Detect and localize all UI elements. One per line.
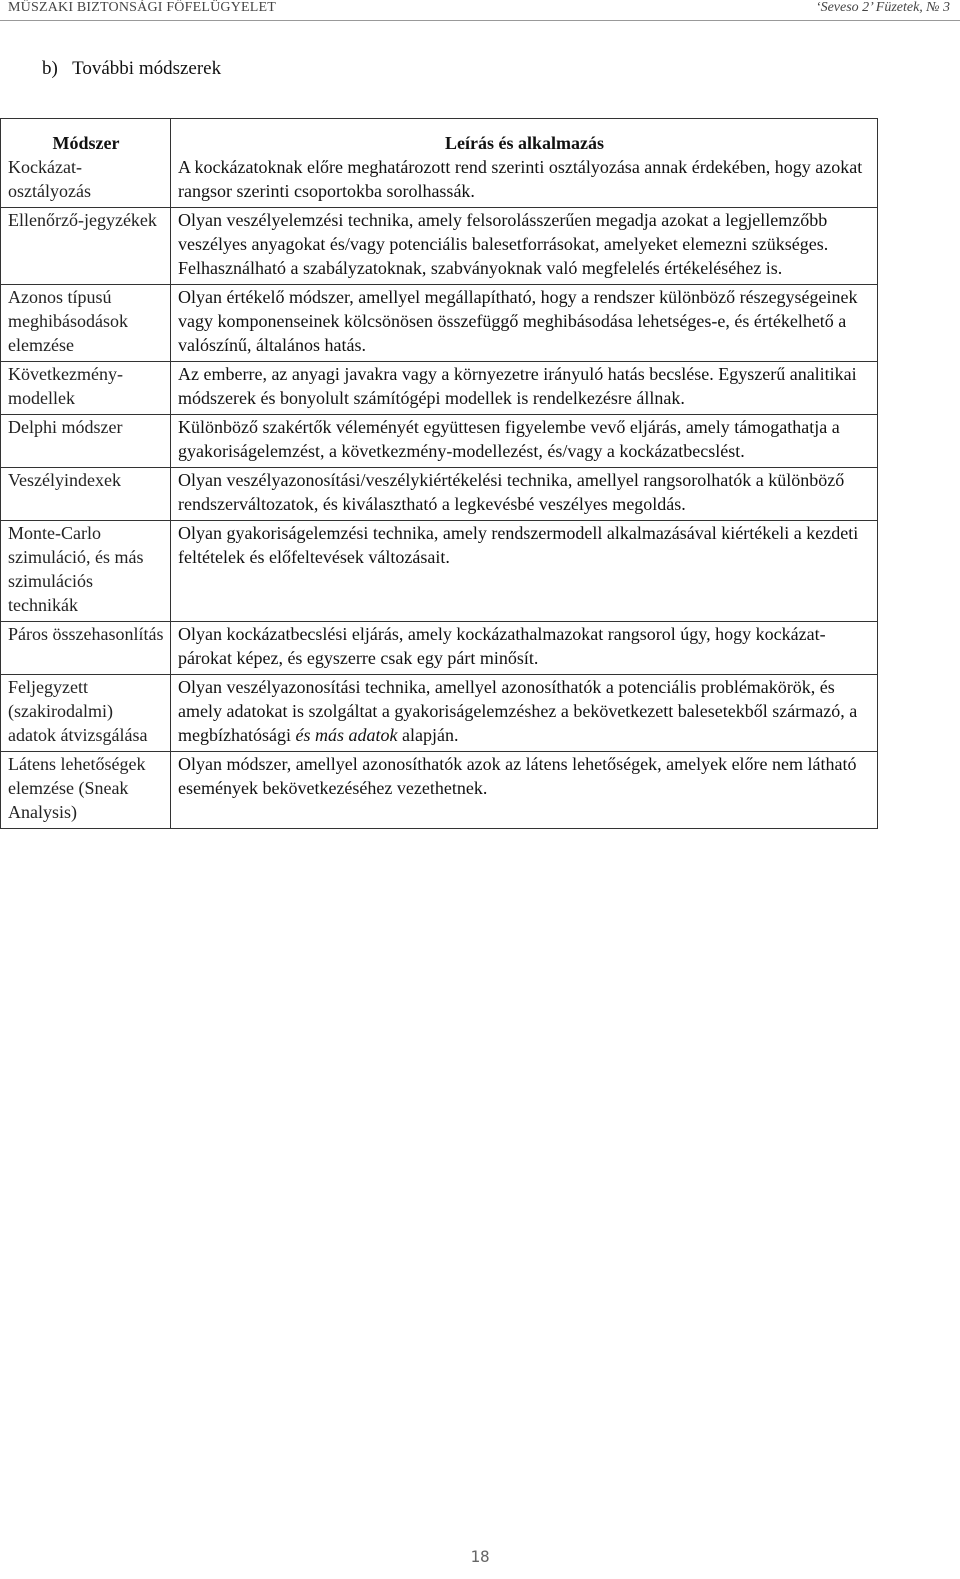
description-italic-text: és más adatok xyxy=(295,725,398,745)
method-name: Következmény-modellek xyxy=(1,362,171,415)
table-row xyxy=(1,362,878,415)
method-name: Delphi módszer xyxy=(1,415,171,468)
method-description: A kockázatoknak előre meghatározott rend szerinti osztályozása annak érdekében, hogy azokat rangsor szerinti csoportokba sorolhassák. xyxy=(171,155,878,208)
method-description: Olyan veszélyelemzési technika, amely felsorolásszerűen megadja azokat a legjellemzőbb veszélyes anyagokat és/vagy potenciális balesetforrásokat, amelyeket elemezni szükséges. Felhasználható a szabályzatoknak, szabványoknak való megfelelés értékeléséhez is. xyxy=(171,208,878,285)
method-description: Olyan módszer, amellyel azonosíthatók azok az látens lehetőségek, amelyek előre nem látható események bekövetkezéséhez vezethetnek. xyxy=(171,752,878,829)
column-header-method: Módszer xyxy=(1,119,171,156)
method-description: Különböző szakértők véleményét együttesen figyelembe vevő eljárás, amely támogathatja a gyakoriságelemzést, a következmény-modellezést, és/vagy a kockázatbecslést. xyxy=(171,415,878,468)
table-row xyxy=(1,675,878,752)
method-name: Kockázat-osztályozás xyxy=(1,155,171,208)
table-row xyxy=(1,622,878,675)
method-name: Ellenőrző-jegyzékek xyxy=(1,208,171,285)
page-number: 18 xyxy=(470,1547,490,1566)
method-name: Monte-Carlo szimuláció, és más szimulációs technikák xyxy=(1,521,171,622)
description-text-end: alapján. xyxy=(397,725,459,745)
table-header-row xyxy=(1,119,878,156)
running-header xyxy=(0,0,960,20)
table-row xyxy=(1,468,878,521)
method-name: Feljegyzett (szakirodalmi) adatok átvizsgálása xyxy=(1,675,171,752)
header-divider xyxy=(0,20,960,21)
table-row xyxy=(1,415,878,468)
description-text: Olyan veszélyazonosítási technika, amellyel azonosíthatók a potenciális problémakörök, és amely adatokat is szolgáltat a gyakoriságelemzéshez a bekövetkezett balesetekből származó, a megbízhatósági xyxy=(178,677,858,745)
method-description: Olyan gyakoriságelemzési technika, amely rendszermodell alkalmazásával kiértékeli a kezdeti feltételek és előfeltevések változásait. xyxy=(171,521,878,622)
table-row xyxy=(1,521,878,622)
methods-table xyxy=(0,118,878,829)
method-description: Olyan kockázatbecslési eljárás, amely kockázathalmazokat rangsorol úgy, hogy kockázat-párokat képez, és egyszerre csak egy párt minősít. xyxy=(171,622,878,675)
method-name: Látens lehetőségek elemzése (Sneak Analysis) xyxy=(1,752,171,829)
section-heading: b) További módszerek xyxy=(42,58,222,79)
method-name: Veszélyindexek xyxy=(1,468,171,521)
column-header-description: Leírás és alkalmazás xyxy=(171,119,878,156)
method-description xyxy=(171,675,878,752)
header-publisher: MŰSZAKI BIZTONSÁGI FŐFELÜGYELET xyxy=(8,0,277,15)
method-name: Páros összehasonlítás xyxy=(1,622,171,675)
table-row xyxy=(1,285,878,362)
table-row xyxy=(1,155,878,208)
table-row xyxy=(1,208,878,285)
table-row xyxy=(1,752,878,829)
method-description: Olyan értékelő módszer, amellyel megállapítható, hogy a rendszer különböző részegységeinek vagy komponenseinek kölcsönösen összefüggő meghibásodása lehetséges-e, és értékelhető a valószínű, általános hatás. xyxy=(171,285,878,362)
method-description: Az emberre, az anyagi javakra vagy a környezetre irányuló hatás becslése. Egyszerű analitikai módszerek és bonyolult számítógépi modellek is rendelkezésre állnak. xyxy=(171,362,878,415)
method-description: Olyan veszélyazonosítási/veszélykiértékelési technika, amellyel rangsorolhatók a különböző rendszerváltozatok, és kiválasztható a legkevésbé veszélyes megoldás. xyxy=(171,468,878,521)
header-series: ‘Seveso 2’ Füzetek, № 3 xyxy=(815,0,950,15)
method-name: Azonos típusú meghibásodások elemzése xyxy=(1,285,171,362)
